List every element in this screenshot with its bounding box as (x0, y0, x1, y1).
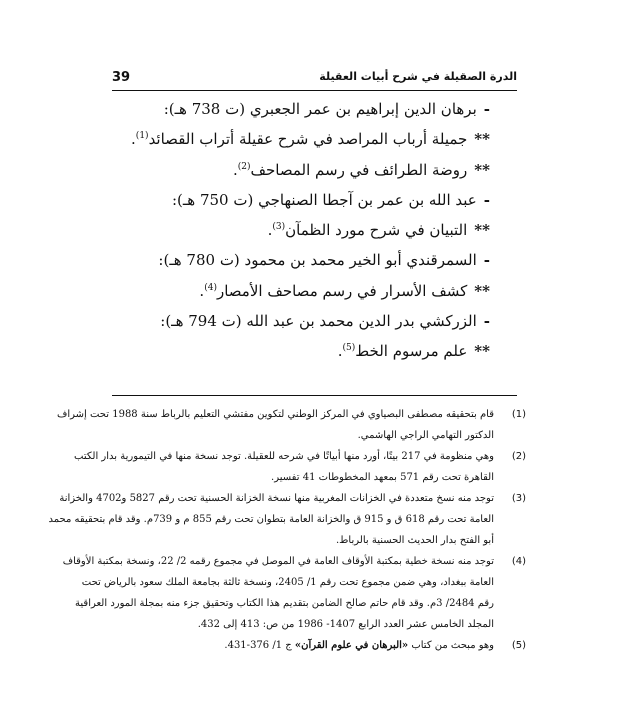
footnote-line: أبو الفتح بدار الحديث الحسنية بالرباط. (336, 535, 494, 546)
footnote-number: (1) (511, 409, 526, 420)
header-rule (112, 90, 517, 91)
page-header (112, 70, 517, 90)
page-number: 39 (112, 70, 131, 85)
footnote-line: قام بتحقيقه مصطفى البصياوي في المركز الوطني لتكوين مفتشي التعليم بالرباط سنة 1988 تحت إشراف (56, 409, 494, 420)
footnote-line: رقم 2484/ 3م. وقد قام حاتم صالح الضامن بتقديم هذا الكتاب وتحقيق جزء منه بمجلة المورد العراقية (75, 598, 494, 609)
line-text: السمرقندي أبو الخير محمد بن محمود (ت 780 هـ): (158, 251, 477, 270)
footnote-ref: (1) (135, 131, 149, 142)
footnote-line (92, 635, 494, 656)
footnote-line: وهي منظومة في 217 بيتًا، أورد منها أبياتًا في شرحه للعقيلة. توجد نسخة منها في التيمورية بدار الكتب (74, 451, 494, 462)
footnote-ref: (3) (272, 222, 286, 233)
footnote-ref: (2) (237, 161, 251, 172)
footnote-line: توجد منه نسخة خطية بمكتبة الأوقاف العامة في الموصل في مجموع رقمه 2/ 22، ونسخة بمكتبة الأوقاف (62, 556, 494, 567)
line-punct: . (131, 130, 136, 149)
footnote-ref: (5) (342, 343, 356, 354)
footnote-separator (112, 395, 517, 396)
main-line (112, 336, 490, 366)
line-marker: ** (474, 281, 490, 300)
footnote (48, 488, 526, 551)
main-line (112, 155, 490, 185)
footnote-number: (3) (511, 493, 526, 504)
line-punct: . (232, 160, 238, 179)
footnote-line: القاهرة تحت رقم 571 بمعهد المخطوطات 41 تفسير. (271, 472, 494, 483)
footnote-number: (5) (511, 640, 526, 651)
main-line (112, 94, 490, 124)
running-title: الدرة الصقيلة في شرح أبيات العقيلة (319, 70, 517, 83)
line-punct: . (267, 221, 273, 240)
footnote (74, 446, 526, 488)
footnote-number: (4) (511, 556, 526, 567)
line-punct: . (199, 281, 205, 300)
line-text: عبد الله بن عمر بن آجطا الصنهاجي (ت 750 هـ): (171, 190, 477, 209)
footnote (92, 635, 526, 656)
footnote-line: العامة ببغداد، وهي ضمن مجموع تحت رقم 1/ 2405، ونسخة ثالثة بجامعة الملك سعود بالرياض تحت (81, 577, 494, 588)
book-title: «البرهان في علوم القرآن» (294, 640, 409, 651)
footnote-line: الدكتور التهامي الراجي الهاشمي. (357, 430, 494, 441)
line-text: التبيان في شرح مورد الظمآن (285, 221, 468, 240)
line-punct: . (337, 342, 343, 361)
line-marker: - (483, 190, 490, 209)
footnote-number: (2) (511, 451, 526, 462)
footnote-text: وهو مبحث من كتاب (408, 640, 494, 651)
line-marker: - (483, 100, 490, 118)
line-text: روضة الطرائف في رسم المصاحف (250, 160, 468, 179)
footnote (62, 551, 526, 635)
footnote-ref: (4) (204, 282, 217, 293)
main-line (112, 306, 490, 336)
main-line (112, 124, 490, 154)
line-marker: ** (474, 221, 490, 240)
main-line (112, 215, 490, 245)
line-marker: ** (474, 160, 490, 179)
line-marker: ** (474, 342, 490, 361)
footnote-line: العامة تحت رقم 618 ق و 915 ق والخزانة العامة بتطوان تحت رقم 855 م و 739م. وقد قام بتحقيقه محمد (48, 514, 494, 525)
footnotes (48, 404, 526, 656)
line-marker: - (483, 251, 490, 270)
main-line (112, 185, 490, 215)
line-text: برهان الدين إبراهيم بن عمر الجعبري (ت 738 هـ): (163, 100, 477, 118)
main-line (112, 276, 490, 306)
main-text (112, 94, 490, 367)
line-text: كشف الأسرار في رسم مصاحف الأمصار (216, 281, 468, 300)
line-text: الزركشي بدر الدين محمد بن عبد الله (ت 794 هـ): (160, 312, 477, 331)
footnote-line: المجلد الخامس عشر العدد الرابع 1407- 1986 من ص: 413 إلى 432. (197, 619, 494, 630)
footnote (56, 404, 526, 446)
line-marker: ** (474, 130, 490, 149)
line-marker: - (483, 312, 490, 331)
line-text: جميلة أرباب المراصد في شرح عقيلة أتراب القصائد (148, 130, 468, 149)
main-line (112, 245, 490, 275)
line-text: علم مرسوم الخط (355, 342, 468, 361)
footnote-line: توجد منه نسخ متعددة في الخزانات المغربية منها نسخة الخزانة الحسنية تحت رقم 5827 و4702 والخزانة (59, 493, 494, 504)
footnote-text: ج 1/ 376-431. (224, 640, 295, 651)
